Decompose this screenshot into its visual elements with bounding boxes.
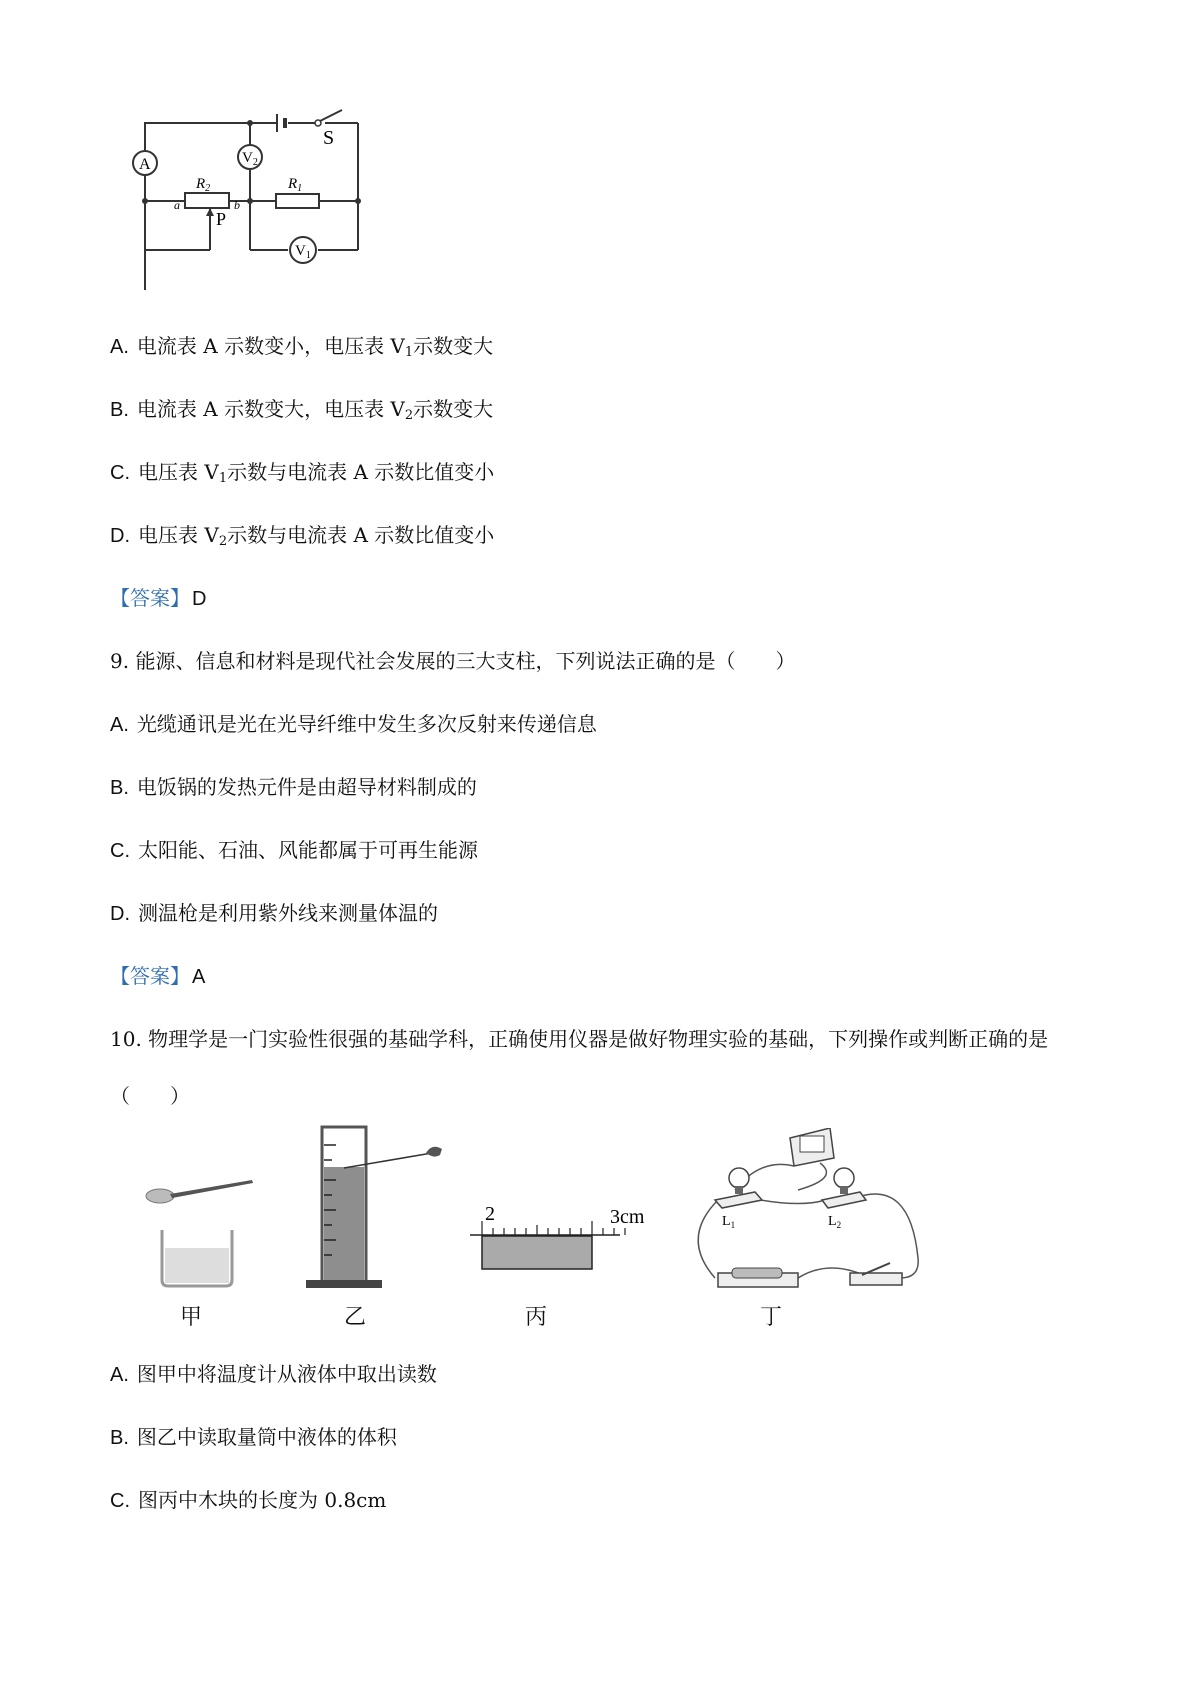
- q10-stem: 10. 物理学是一门实验性很强的基础学科，正确使用仪器是做好物理实验的基础，下列操作或判断正确的是: [110, 1027, 1049, 1051]
- bulb-l2-label: $L_2$: [828, 1214, 842, 1230]
- circuit-diagram: [130, 100, 400, 300]
- q10-option-c: C. 图丙中木块的长度为 0.8cm: [110, 1488, 387, 1512]
- q8-answer: 【答案】 D: [110, 586, 207, 610]
- resistor-r1-label: $R_1$: [288, 176, 303, 194]
- bulb-l1-label: $L_1$: [722, 1214, 736, 1230]
- q9-option-b: B. 电饭锅的发热元件是由超导材料制成的: [110, 775, 477, 799]
- q9-option-d: D. 测温枪是利用紫外线来测量体温的: [110, 901, 438, 925]
- q9-answer: 【答案】 A: [110, 964, 206, 988]
- q9-stem: 9. 能源、信息和材料是现代社会发展的三大支柱，下列说法正确的是（ ）: [110, 649, 796, 673]
- figure-jia-thermometer: [140, 1170, 270, 1290]
- q9-option-c: C. 太阳能、石油、风能都属于可再生能源: [110, 838, 478, 862]
- figure-bing-ruler: [460, 1200, 670, 1280]
- caption-bing: 丙: [525, 1305, 548, 1330]
- q10-option-a: A. 图甲中将温度计从液体中取出读数: [110, 1362, 437, 1386]
- terminal-a-label: a: [174, 198, 180, 212]
- caption-ding: 丁: [760, 1305, 783, 1330]
- figure-yi-cylinder: [300, 1125, 450, 1295]
- slider-p-label: P: [216, 209, 227, 229]
- ruler-label-2: 2: [485, 1203, 495, 1225]
- caption-jia: 甲: [180, 1305, 203, 1330]
- q8-option-a: A. 电流表 A 示数变小，电压表 $V_1$示数变大: [110, 334, 494, 360]
- figure-ding-circuit: [690, 1128, 940, 1298]
- q9-option-a: A. 光缆通讯是光在光导纤维中发生多次反射来传递信息: [110, 712, 597, 736]
- q8-option-c: C. 电压表 $V_1$示数与电流表 A 示数比值变小: [110, 460, 495, 486]
- voltmeter-v2-label: $V_2$: [242, 150, 258, 168]
- terminal-b-label: b: [234, 198, 240, 212]
- voltmeter-v1-label: $V_1$: [295, 243, 311, 261]
- switch-label: S: [323, 127, 335, 149]
- q10-option-b: B. 图乙中读取量筒中液体的体积: [110, 1425, 397, 1449]
- q8-option-b: B. 电流表 A 示数变大，电压表 $V_2$示数变大: [110, 397, 494, 423]
- q10-stem-bracket: （ ）: [110, 1084, 190, 1108]
- resistor-r2-label: $R_2$: [196, 176, 211, 194]
- caption-yi: 乙: [344, 1305, 367, 1330]
- ammeter-label: A: [139, 156, 151, 173]
- q8-option-d: D. 电压表 $V_2$示数与电流表 A 示数比值变小: [110, 523, 495, 549]
- ruler-label-3cm: 3cm: [610, 1206, 645, 1228]
